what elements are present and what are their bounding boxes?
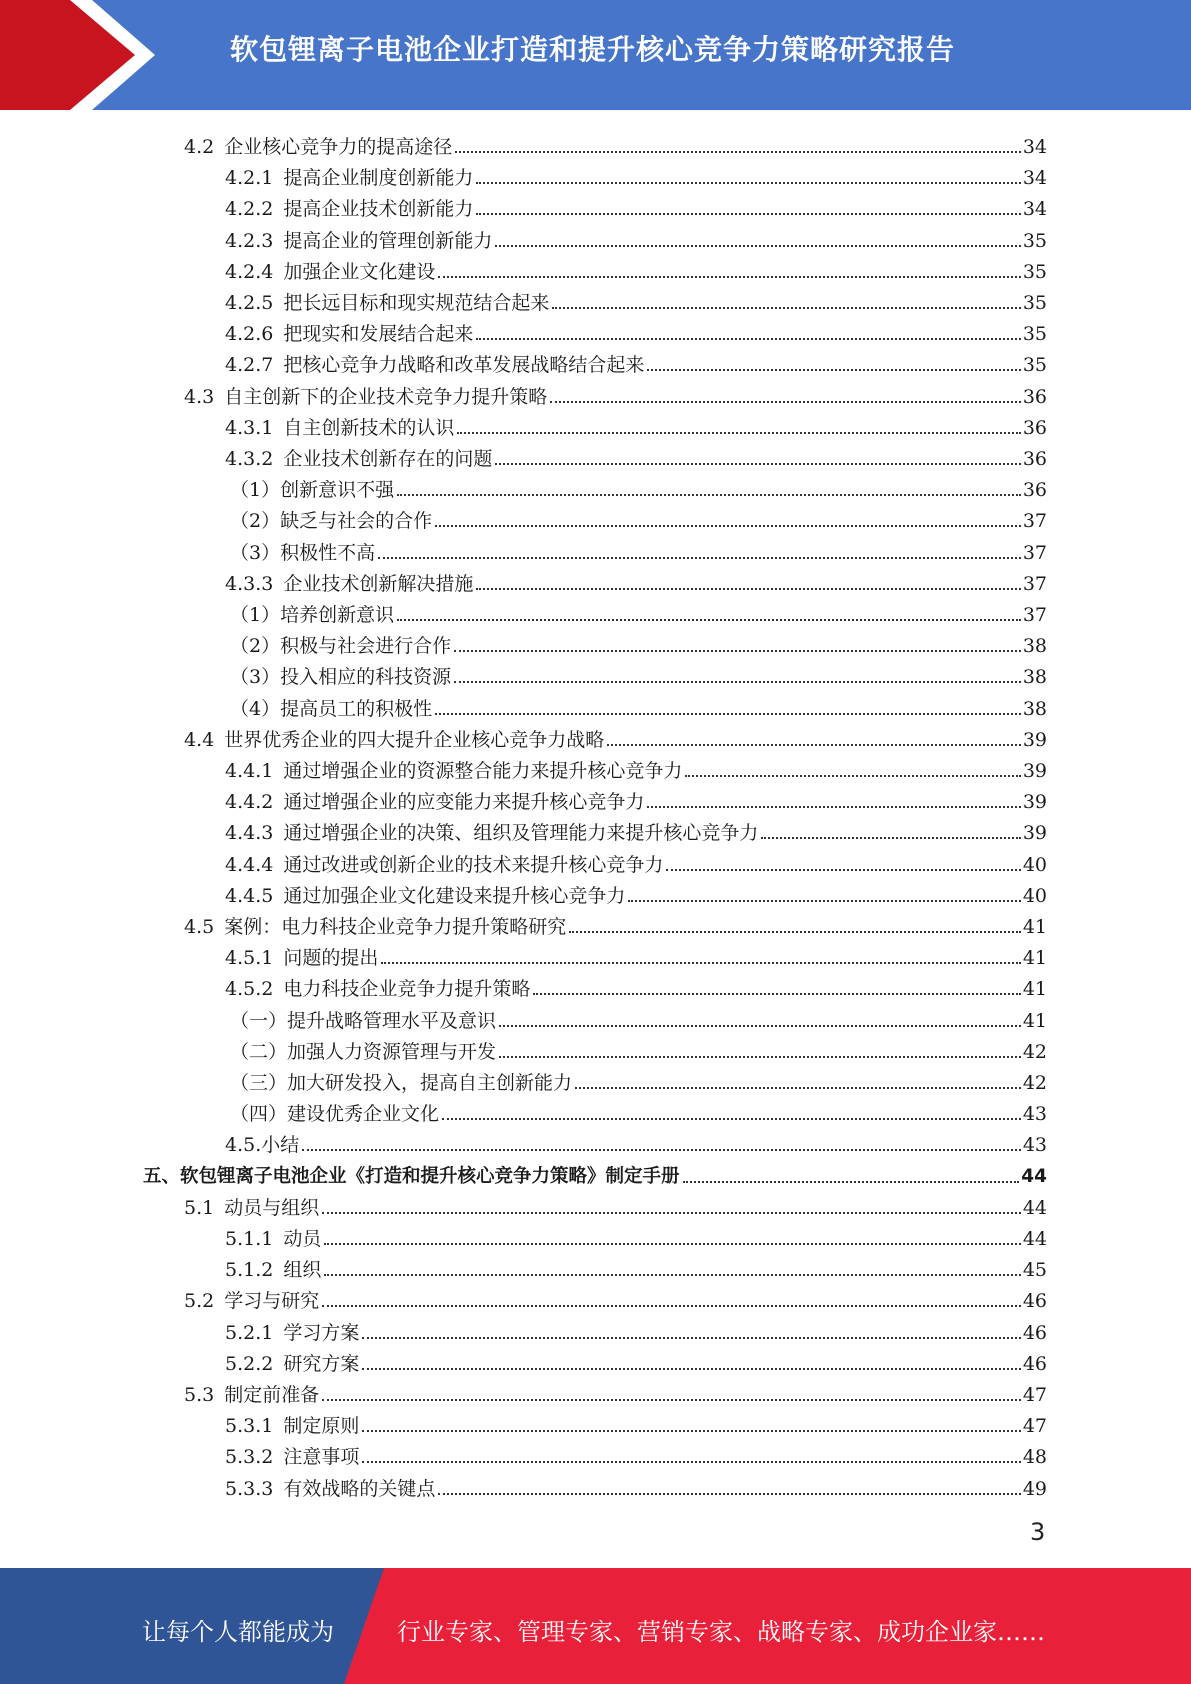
toc-entry[interactable] (225, 409, 1047, 440)
toc-entry-label (225, 853, 663, 877)
toc-entry-label (225, 1227, 321, 1251)
page-footer (0, 1568, 1191, 1684)
toc-entry-number: 4.4.2 (225, 791, 274, 814)
toc-entry-label (225, 1477, 435, 1501)
toc-entry-title: 制定原则 (283, 1415, 360, 1438)
toc-entry-number: 5.1.2 (225, 1259, 274, 1282)
toc-entry-number: 4.2 (184, 136, 215, 158)
toc-entry-label (225, 884, 625, 908)
toc-entry-title: 4.5.小结 (225, 1134, 300, 1157)
toc-entry-label (225, 166, 473, 190)
toc-entry-page: 35 (1022, 354, 1047, 377)
toc-entry-page: 34 (1022, 198, 1047, 221)
toc-entry[interactable] (225, 814, 1047, 845)
toc-entry[interactable] (184, 378, 1047, 409)
toc-dot-leader (552, 307, 1020, 309)
toc-entry-number: 4.3.2 (225, 448, 274, 470)
toc-entry-page: 44 (1022, 1228, 1047, 1250)
toc-entry-title: 通过改进或创新企业的技术来提升核心竞争力 (283, 853, 664, 876)
toc-entry-label (230, 697, 432, 721)
toc-entry-label (225, 353, 644, 377)
toc-dot-leader (322, 1212, 1021, 1214)
toc-entry-label (225, 1352, 359, 1376)
toc-entry-page: 41 (1022, 916, 1047, 938)
toc-entry-label (230, 509, 432, 533)
toc-entry-label (184, 135, 452, 159)
toc-entry[interactable] (230, 627, 1047, 658)
toc-entry-title: 企业技术创新存在的问题 (283, 448, 493, 470)
toc-entry-number: 4.2.3 (225, 229, 274, 252)
toc-entry[interactable] (230, 596, 1047, 627)
toc-entry-page: 34 (1022, 167, 1047, 190)
toc-entry-label (230, 1071, 572, 1095)
toc-entry-title: 通过增强企业的决策、组织及管理能力来提升核心竞争力 (283, 822, 759, 845)
toc-entry-page: 38 (1022, 666, 1047, 689)
toc-entry-page: 39 (1022, 728, 1047, 751)
toc-entry-page: 36 (1022, 448, 1047, 470)
toc-entry-number: 4.5 (184, 916, 215, 938)
toc-entry-title: 制定前准备 (224, 1384, 320, 1406)
toc-dot-leader (378, 557, 1021, 559)
toc-entry[interactable] (225, 190, 1047, 221)
toc-entry-title: （1）培养创新意识 (230, 604, 395, 626)
toc-dot-leader (454, 650, 1021, 652)
toc-entry[interactable] (225, 253, 1047, 284)
toc-entry[interactable] (225, 565, 1047, 596)
toc-entry-number: 5.1 (184, 1196, 215, 1219)
toc-dot-leader (322, 1305, 1021, 1307)
toc-entry-title: （二）加强人力资源管理与开发 (230, 1040, 497, 1063)
toc-entry-title: 组织 (283, 1259, 322, 1282)
toc-entry[interactable] (184, 1189, 1047, 1220)
toc-entry-label (225, 946, 378, 970)
toc-entry-number: 4.3 (184, 385, 215, 408)
toc-entry[interactable] (225, 346, 1047, 377)
toc-entry-page: 39 (1022, 791, 1047, 814)
toc-dot-leader (550, 401, 1021, 403)
toc-dot-leader (499, 1056, 1021, 1058)
toc-entry-number: 4.5.1 (225, 947, 274, 970)
toc-entry[interactable] (230, 534, 1047, 565)
toc-entry[interactable] (225, 752, 1047, 783)
toc-entry-label (225, 1445, 359, 1469)
toc-entry[interactable] (225, 846, 1047, 877)
toc-entry-number: 4.2.6 (225, 323, 274, 346)
toc-entry-page: 46 (1022, 1321, 1047, 1344)
toc-entry-title: 问题的提出 (283, 947, 379, 970)
toc-entry-number: 5.3.3 (225, 1477, 274, 1500)
toc-entry-number: 5.2 (184, 1290, 215, 1313)
toc-entry[interactable] (230, 1095, 1047, 1126)
toc-dot-leader (533, 993, 1020, 995)
toc-entry-label (225, 572, 473, 596)
toc-entry-number: 5.3.1 (225, 1415, 274, 1438)
toc-entry-label (230, 478, 394, 502)
toc-entry-page: 36 (1022, 385, 1047, 408)
toc-dot-leader (324, 1243, 1020, 1245)
toc-entry-label (225, 1321, 359, 1345)
toc-entry-page: 41 (1022, 978, 1047, 1001)
toc-dot-leader (362, 1337, 1020, 1339)
toc-entry-label (230, 541, 375, 565)
toc-entry-title: 把长远目标和现实规范结合起来 (283, 292, 550, 314)
toc-entry-label (225, 821, 758, 845)
toc-entry-page: 37 (1022, 572, 1047, 595)
toc-entry-label (184, 1196, 319, 1220)
toc-entry[interactable] (225, 1126, 1047, 1157)
toc-entry-label (225, 759, 682, 783)
toc-entry-page: 37 (1022, 604, 1047, 626)
toc-entry-page: 36 (1022, 479, 1047, 502)
toc-entry[interactable] (230, 1064, 1047, 1095)
toc-entry-page: 39 (1022, 822, 1047, 845)
toc-entry-title: 通过增强企业的资源整合能力来提升核心竞争力 (283, 760, 683, 782)
toc-dot-leader (575, 1087, 1021, 1089)
toc-entry-page: 38 (1022, 635, 1047, 658)
toc-entry-label (225, 447, 492, 471)
toc-entry-title: 自主创新下的企业技术竞争力提升策略 (224, 385, 548, 408)
toc-entry[interactable] (184, 908, 1047, 939)
toc-entry[interactable] (225, 1438, 1047, 1469)
toc-entry-label (230, 634, 451, 658)
toc-entry-page: 38 (1022, 697, 1047, 720)
toc-dot-leader (324, 1274, 1020, 1276)
toc-dot-leader (397, 619, 1021, 621)
toc-entry-label (184, 915, 566, 939)
toc-entry-number: 4.4.5 (225, 884, 274, 907)
toc-entry-page: 34 (1022, 136, 1047, 158)
toc-entry-number: 4.4 (184, 728, 215, 751)
toc-dot-leader (685, 775, 1020, 777)
toc-entry-label (184, 728, 604, 752)
toc-entry-page: 48 (1022, 1446, 1047, 1469)
toc-entry-label (225, 1414, 359, 1438)
toc-dot-leader (442, 1118, 1021, 1120)
toc-entry-number: 5.2.1 (225, 1321, 274, 1344)
toc-entry-title: （三）加大研发投入，提高自主创新能力 (230, 1072, 573, 1094)
toc-entry-label (230, 665, 451, 689)
toc-entry-label (225, 260, 435, 284)
toc-dot-leader (476, 182, 1020, 184)
toc-entry-title: 世界优秀企业的四大提升企业核心竞争力战略 (224, 728, 605, 751)
toc-entry-title: 通过加强企业文化建设来提升核心竞争力 (283, 884, 626, 907)
toc-entry[interactable] (225, 1470, 1047, 1501)
toc-entry-title: 案例：电力科技企业竞争力提升策略研究 (224, 916, 567, 938)
toc-dot-leader (647, 369, 1020, 371)
toc-entry-title: 自主创新技术的认识 (283, 416, 455, 439)
toc-entry-page: 44 (1022, 1196, 1047, 1219)
toc-entry[interactable] (230, 471, 1047, 502)
toc-dot-leader (438, 1493, 1020, 1495)
toc-dot-leader (666, 869, 1020, 871)
toc-entry-number: 4.5.2 (225, 978, 274, 1001)
toc-dot-leader (455, 151, 1021, 153)
toc-entry-label (225, 229, 492, 253)
toc-entry-title: 提高企业的管理创新能力 (283, 229, 493, 252)
toc-entry-page: 37 (1022, 510, 1047, 533)
toc-entry[interactable] (230, 1033, 1047, 1064)
toc-entry-title: 加强企业文化建设 (283, 260, 436, 283)
toc-dot-leader (362, 1430, 1020, 1432)
toc-entry-title: 有效战略的关键点 (283, 1477, 436, 1500)
toc-entry[interactable] (225, 877, 1047, 908)
toc-dot-leader (435, 713, 1021, 715)
toc-entry-label (184, 1289, 319, 1313)
toc-entry[interactable] (225, 1220, 1047, 1251)
toc-entry-label (225, 1133, 299, 1157)
toc-entry-page: 40 (1022, 884, 1047, 907)
toc-entry-page: 41 (1022, 947, 1047, 970)
toc-entry[interactable] (225, 159, 1047, 190)
toc-entry-number: 4.3.1 (225, 416, 274, 439)
toc-dot-leader (628, 900, 1020, 902)
toc-entry-page: 36 (1022, 416, 1047, 439)
toc-dot-leader (362, 1461, 1020, 1463)
toc-dot-leader (381, 962, 1020, 964)
toc-entry-number: 5.1.1 (225, 1228, 274, 1250)
toc-entry-label (230, 1040, 496, 1064)
toc-dot-leader (761, 837, 1020, 839)
toc-entry-page: 45 (1022, 1259, 1047, 1282)
toc-entry-page: 42 (1022, 1072, 1047, 1094)
toc-entry-page: 44 (1021, 1165, 1047, 1187)
toc-entry-page: 49 (1022, 1477, 1047, 1500)
toc-dot-leader (607, 744, 1021, 746)
toc-entry-label (225, 291, 549, 315)
toc-entry[interactable] (225, 284, 1047, 315)
toc-entry[interactable] (225, 440, 1047, 471)
toc-entry-number: 4.2.4 (225, 260, 274, 283)
toc-entry-page: 47 (1022, 1384, 1047, 1406)
toc-entry-page: 43 (1022, 1103, 1047, 1126)
toc-dot-leader (397, 494, 1021, 496)
toc-entry[interactable] (143, 1158, 1047, 1189)
toc-entry-label (230, 603, 394, 627)
toc-dot-leader (457, 432, 1020, 434)
toc-entry-title: 企业核心竞争力的提高途径 (224, 136, 453, 158)
toc-entry[interactable] (225, 970, 1047, 1001)
toc-entry-title: 学习与研究 (224, 1290, 320, 1313)
toc-dot-leader (476, 338, 1020, 340)
toc-dot-leader (499, 1025, 1021, 1027)
toc-dot-leader (476, 213, 1020, 215)
toc-entry-title: 动员与组织 (224, 1196, 320, 1219)
toc-entry[interactable] (184, 1376, 1047, 1407)
toc-entry-title: 研究方案 (283, 1352, 360, 1375)
toc-dot-leader (302, 1149, 1021, 1151)
toc-dot-leader (362, 1368, 1020, 1370)
toc-entry-number: 4.2.2 (225, 198, 274, 221)
toc-entry-page: 46 (1022, 1352, 1047, 1375)
toc-entry-title: （1）创新意识不强 (230, 479, 395, 502)
toc-entry[interactable] (184, 721, 1047, 752)
toc-entry-title: （3）投入相应的科技资源 (230, 666, 452, 689)
toc-entry-title: 学习方案 (283, 1321, 360, 1344)
toc-entry-page: 37 (1022, 541, 1047, 564)
toc-entry[interactable] (230, 502, 1047, 533)
toc-entry-title: 动员 (283, 1228, 322, 1250)
toc-entry[interactable] (225, 1407, 1047, 1438)
toc-dot-leader (569, 931, 1021, 933)
toc-entry-title: 把核心竞争力战略和改革发展战略结合起来 (283, 354, 645, 377)
toc-entry-title: （2）积极与社会进行合作 (230, 635, 452, 658)
toc-entry-page: 35 (1022, 323, 1047, 346)
toc-entry-label (184, 1383, 319, 1407)
toc-entry-title: （2）缺乏与社会的合作 (230, 510, 433, 533)
toc-entry[interactable] (225, 783, 1047, 814)
toc-entry[interactable] (225, 939, 1047, 970)
toc-dot-leader (495, 245, 1020, 247)
toc-entry-number: 5.3.2 (225, 1446, 274, 1469)
toc-entry-label (230, 1009, 496, 1033)
toc-entry-page: 41 (1022, 1009, 1047, 1032)
toc-entry-number: 4.4.4 (225, 853, 274, 876)
page-header (0, 0, 1191, 110)
toc-entry-label (225, 790, 644, 814)
toc-entry[interactable] (230, 690, 1047, 721)
toc-dot-leader (454, 681, 1021, 683)
footer-slogan-left: 让每个人都能成为 (142, 1618, 334, 1646)
toc-entry-page: 46 (1022, 1290, 1047, 1313)
toc-entry-number: 4.2.5 (225, 292, 274, 314)
toc-entry-page: 47 (1022, 1415, 1047, 1438)
toc-dot-leader (647, 806, 1020, 808)
toc-entry[interactable] (225, 315, 1047, 346)
toc-entry-title: 企业技术创新解决措施 (283, 572, 474, 595)
toc-entry-label (225, 197, 473, 221)
toc-dot-leader (322, 1399, 1021, 1401)
toc-entry-label (184, 385, 547, 409)
toc-entry-title: 提高企业制度创新能力 (283, 167, 474, 190)
toc-entry-title: （四）建设优秀企业文化 (230, 1103, 440, 1126)
toc-entry-page: 42 (1022, 1040, 1047, 1063)
toc-entry[interactable] (225, 1314, 1047, 1345)
toc-entry-number: 5.3 (184, 1384, 215, 1406)
toc-entry-number: 4.2.1 (225, 167, 274, 190)
toc-entry-number: 4.4.1 (225, 760, 274, 782)
toc-entry-page: 43 (1022, 1134, 1047, 1157)
toc-entry-number: 5.2.2 (225, 1352, 274, 1375)
page-number: 3 (1030, 1518, 1046, 1546)
toc-dot-leader (435, 525, 1021, 527)
toc-entry-label (143, 1165, 680, 1189)
toc-entry-label (225, 322, 473, 346)
toc-entry[interactable] (225, 1251, 1047, 1282)
toc-entry-number: 4.2.7 (225, 354, 274, 377)
toc-dot-leader (438, 276, 1020, 278)
toc-entry-title: （4）提高员工的积极性 (230, 697, 433, 720)
toc-entry-label (225, 977, 530, 1001)
toc-entry[interactable] (184, 1282, 1047, 1313)
toc-entry-page: 35 (1022, 260, 1047, 283)
toc-dot-leader (476, 588, 1020, 590)
toc-entry[interactable] (225, 1345, 1047, 1376)
toc-entry[interactable] (230, 1002, 1047, 1033)
toc-entry-title: 提高企业技术创新能力 (283, 198, 474, 221)
toc-entry-title: （一）提升战略管理水平及意识 (230, 1009, 497, 1032)
footer-slogan-right: 行业专家、管理专家、营销专家、战略专家、成功企业家…… (397, 1618, 1045, 1646)
toc-entry-title: 注意事项 (283, 1446, 360, 1469)
toc-entry-title: 把现实和发展结合起来 (283, 323, 474, 346)
toc-entry[interactable] (184, 128, 1047, 159)
toc-entry[interactable] (230, 658, 1047, 689)
toc-entry-number: 4.3.3 (225, 572, 274, 595)
toc-entry-label (225, 416, 454, 440)
toc-entry-title: 通过增强企业的应变能力来提升核心竞争力 (283, 791, 645, 814)
toc-entry[interactable] (225, 222, 1047, 253)
toc-dot-leader (495, 463, 1020, 465)
toc-entry-label (230, 1102, 439, 1126)
toc-entry-title: 五、软包锂离子电池企业《打造和提升核心竞争力策略》制定手册 (143, 1165, 680, 1187)
toc-entry-number: 4.4.3 (225, 822, 274, 845)
toc-entry-page: 35 (1022, 292, 1047, 314)
toc-entry-page: 35 (1022, 229, 1047, 252)
toc-entry-page: 39 (1022, 760, 1047, 782)
document-title: 软包锂离子电池企业打造和提升核心竞争力策略研究报告 (230, 33, 956, 66)
toc-entry-label (225, 1258, 321, 1282)
toc-entry-page: 40 (1022, 853, 1047, 876)
toc-entry-title: 电力科技企业竞争力提升策略 (283, 978, 531, 1001)
toc-entry-title: （3）积极性不高 (230, 541, 376, 564)
toc-dot-leader (683, 1181, 1020, 1183)
